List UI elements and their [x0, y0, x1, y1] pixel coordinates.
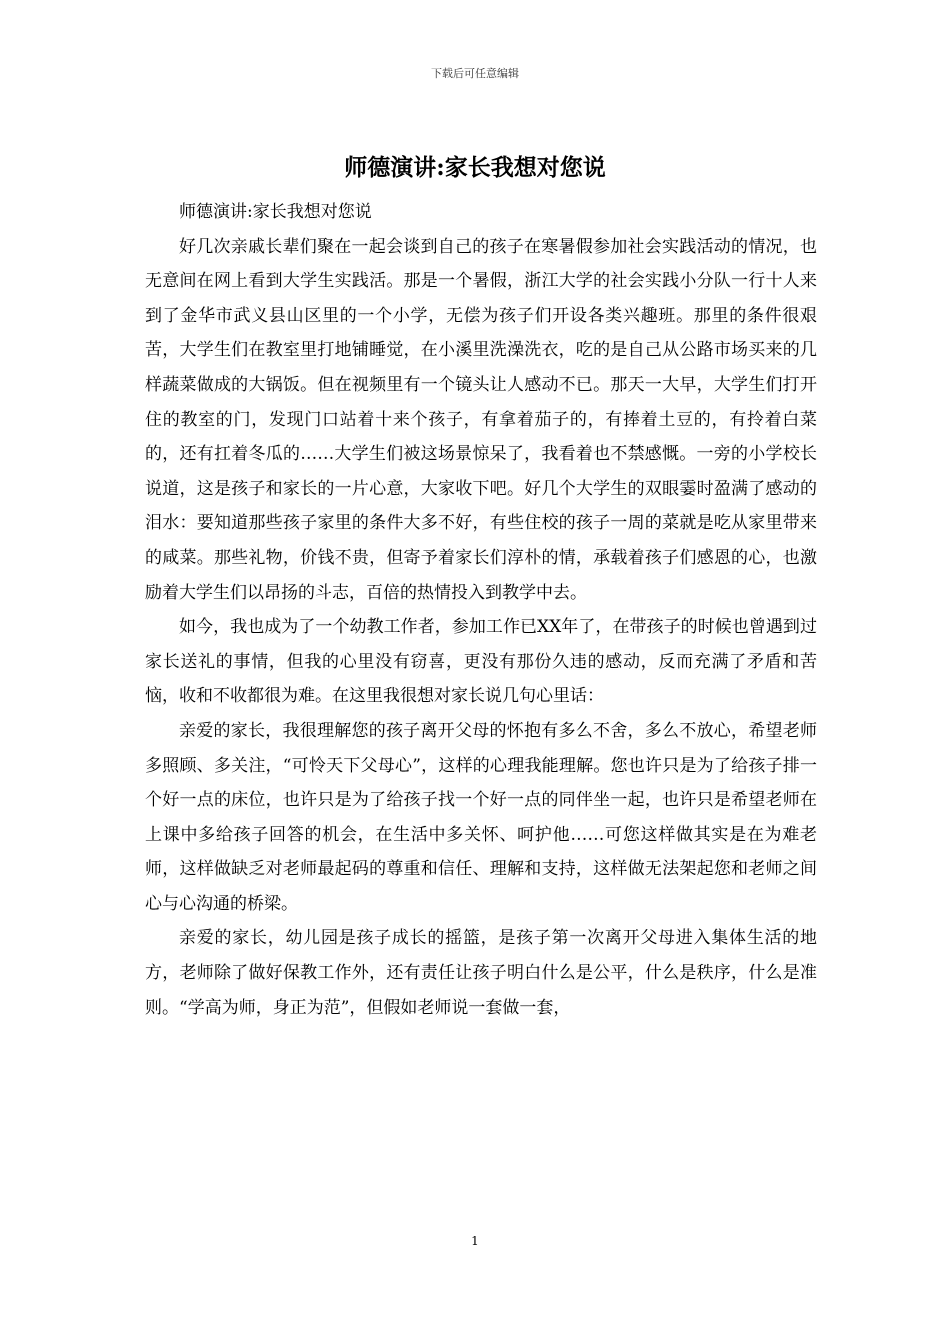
paragraph: 如今，我也成为了一个幼教工作者，参加工作已XX年了，在带孩子的时候也曾遇到过家长送礼的事情，但我的心里没有窃喜，更没有那份久违的感动，反而充满了矛盾和苦恼，收和不收都很为难。在这里我很想对家长说几句心里话：	[145, 617, 817, 707]
header-note: 下载后可任意编辑	[431, 67, 519, 80]
paragraph-subtitle: 师德演讲:家长我想对您说	[179, 202, 372, 222]
paragraph: 亲爱的家长，幼儿园是孩子成长的摇篮，是孩子第一次离开父母进入集体生活的地方，老师除了做好保教工作外，还有责任让孩子明白什么是公平，什么是秩序，什么是准则。“学高为师，身正为范”，但假如老师说一套做一套，	[145, 928, 817, 1018]
paragraph: 亲爱的家长，我很理解您的孩子离开父母的怀抱有多么不舍，多么不放心，希望老师多照顾、多关注，“可怜天下父母心”，这样的心理我能理解。您也许只是为了给孩子排一个好一点的床位，也许只是为了给孩子找一个好一点的同伴坐一起，也许只是希望老师在上课中多给孩子回答的机会，在生活中多关怀、呵护他……可您这样做其实是在为难老师，这样做缺乏对老师最起码的尊重和信任、理解和支持，这样做无法架起您和老师之间心与心沟通的桥梁。	[145, 720, 817, 914]
paragraph: 好几次亲戚长辈们聚在一起会谈到自己的孩子在寒暑假参加社会实践活动的情况，也无意间在网上看到大学生实践活。那是一个暑假，浙江大学的社会实践小分队一行十人来到了金华市武义县山区里的一个小学，无偿为孩子们开设各类兴趣班。那里的条件很艰苦，大学生们在教室里打地铺睡觉，在小溪里洗澡洗衣，吃的是自己从公路市场买来的几样蔬菜做成的大锅饭。但在视频里有一个镜头让人感动不已。那天一大早，大学生们打开住的教室的门，发现门口站着十来个孩子，有拿着茄子的，有捧着土豆的，有拎着白菜的，还有扛着冬瓜的……大学生们被这场景惊呆了，我看着也不禁感慨。一旁的小学校长说道，这是孩子和家长的一片心意，大家收下吧。好几个大学生的双眼霎时盈满了感动的泪水：要知道那些孩子家里的条件大多不好，有些住校的孩子一周的菜就是吃从家里带来的咸菜。那些礼物，价钱不贵，但寄予着家长们淳朴的情，承载着孩子们感恩的心，也激励着大学生们以昂扬的斗志，百倍的热情投入到教学中去。	[145, 236, 817, 603]
document-body	[145, 195, 817, 1025]
document-title: 师德演讲:家长我想对您说	[344, 154, 606, 181]
page-number: 1	[471, 1234, 479, 1248]
